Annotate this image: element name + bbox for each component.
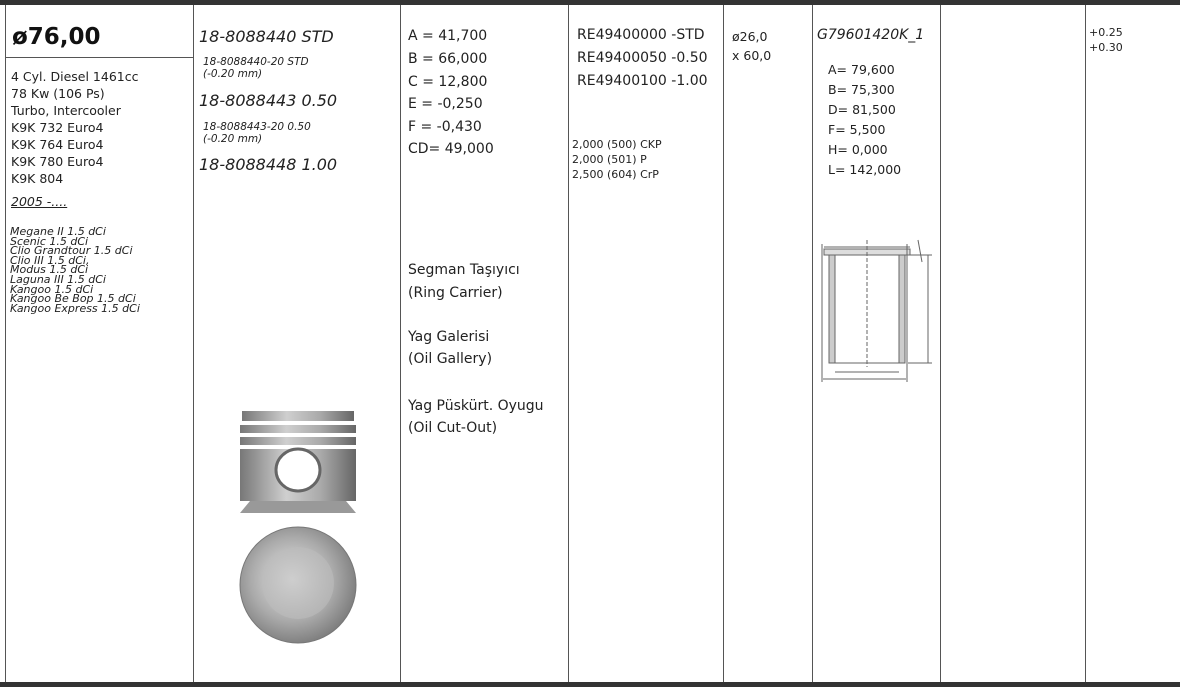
ring-spec: 2,000 (500) CKP	[572, 138, 662, 151]
vehicle: Laguna III 1.5 dCi	[10, 273, 106, 286]
oversize-value: +0.25	[1089, 26, 1123, 39]
ring-part-number: RE49400000 -STD	[577, 27, 705, 43]
feature-label: Yag Püskürt. Oyugu	[408, 398, 544, 414]
dimension: A = 41,700	[408, 28, 488, 44]
engine-line: K9K 804	[11, 171, 64, 186]
pin-diameter: ø26,0	[732, 29, 768, 44]
ring-part-number: RE49400050 -0.50	[577, 50, 708, 66]
feature-label: Yag Galerisi	[408, 329, 490, 345]
dimension: E = -0,250	[408, 96, 483, 112]
vehicle: Scenic 1.5 dCi	[10, 234, 89, 248]
vehicle: Kangoo Be Bop 1.5 dCi	[10, 292, 136, 306]
vehicle: Megane II 1.5 dCi	[10, 225, 106, 238]
liner-dimension: F= 5,500	[828, 122, 886, 137]
liner-drawing	[818, 232, 940, 382]
column-divider	[1085, 5, 1086, 682]
dimension: CD= 49,000	[408, 141, 494, 157]
production-year: 2005 -....	[11, 194, 68, 209]
feature-label: (Oil Gallery)	[408, 351, 493, 367]
column-divider	[5, 5, 6, 682]
piston-sub-note: (-0.20 mm)	[203, 133, 263, 145]
vehicle: Clio Grandtour 1.5 dCi	[10, 244, 133, 258]
column-divider	[723, 5, 724, 682]
bottom-border	[0, 682, 1180, 687]
column-divider	[400, 5, 401, 682]
column-divider	[812, 5, 813, 682]
liner-dimension: B= 75,300	[828, 82, 895, 97]
vehicle: Clio III 1.5 dCi,	[10, 253, 90, 267]
piston-image	[230, 405, 370, 655]
piston-part-number: 18-8088443 0.50	[199, 91, 338, 110]
piston-part-number: 18-8088440 STD	[199, 27, 334, 46]
column-divider	[193, 5, 194, 682]
engine-line: K9K 780 Euro4	[11, 154, 104, 169]
dimension: B = 66,000	[408, 51, 488, 67]
liner-dimension: L= 142,000	[828, 162, 902, 177]
engine-line: K9K 732 Euro4	[11, 120, 104, 135]
ring-spec: 2,500 (604) CrP	[572, 168, 659, 181]
column-divider	[940, 5, 941, 682]
feature-label: Segman Taşıyıcı	[408, 262, 520, 278]
header-divider	[5, 57, 193, 58]
vehicle: Kangoo 1.5 dCi	[10, 282, 94, 296]
top-border	[0, 0, 1180, 5]
engine-line: Turbo, Intercooler	[11, 103, 121, 118]
piston-sub-part: 18-8088443-20 0.50	[203, 121, 311, 133]
ring-spec: 2,000 (501) P	[572, 153, 647, 166]
piston-sub-part: 18-8088440-20 STD	[203, 56, 309, 68]
bore-diameter: ø76,00	[12, 24, 101, 50]
pin-length: x 60,0	[732, 48, 772, 63]
vehicle: Kangoo Express 1.5 dCi	[10, 301, 140, 315]
dimension: C = 12,800	[408, 74, 488, 90]
liner-dimension: A= 79,600	[828, 62, 895, 77]
engine-line: K9K 764 Euro4	[11, 137, 104, 152]
column-divider	[568, 5, 569, 682]
liner-dimension: H= 0,000	[828, 142, 888, 157]
liner-part-number: G79601420K_1	[817, 27, 925, 43]
feature-label: (Ring Carrier)	[408, 285, 503, 301]
feature-label: (Oil Cut-Out)	[408, 420, 498, 436]
liner-dimension: D= 81,500	[828, 102, 896, 117]
piston-sub-note: (-0.20 mm)	[203, 68, 263, 80]
vehicle: Modus 1.5 dCi	[10, 263, 89, 277]
oversize-value: +0.30	[1089, 41, 1123, 54]
engine-line: 4 Cyl. Diesel 1461cc	[11, 69, 139, 84]
piston-part-number: 18-8088448 1.00	[199, 155, 338, 174]
engine-line: 78 Kw (106 Ps)	[11, 86, 105, 101]
ring-part-number: RE49400100 -1.00	[577, 73, 708, 89]
dimension: F = -0,430	[408, 119, 482, 135]
